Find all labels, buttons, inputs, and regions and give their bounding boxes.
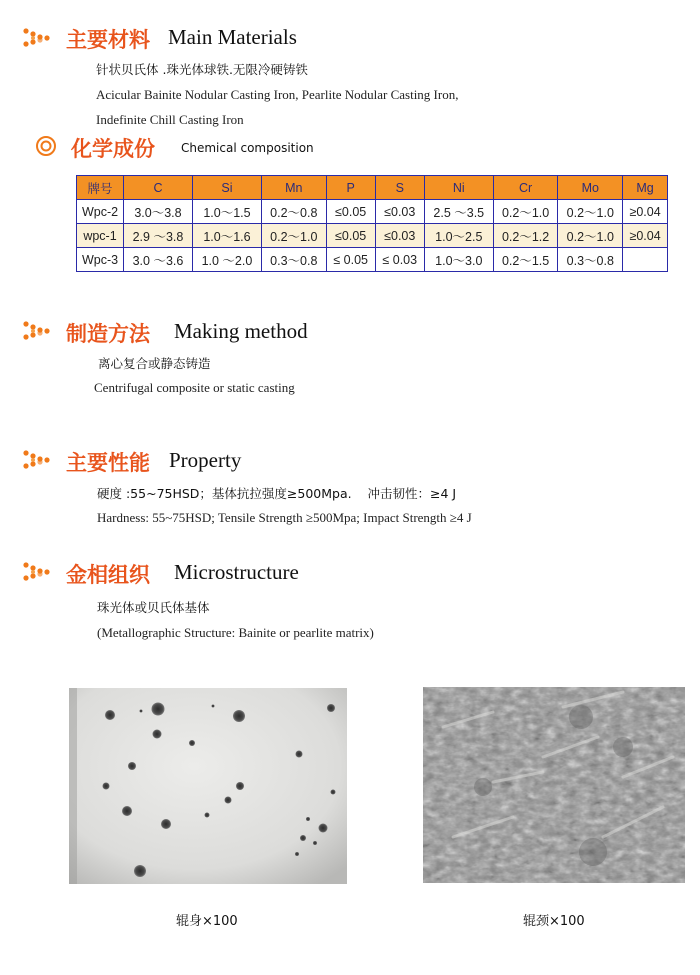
table-cell: 1.0～1.6 bbox=[192, 224, 261, 248]
orange-dots-icon bbox=[22, 320, 56, 342]
caption-roll-neck: 辊颈×100 bbox=[523, 914, 585, 929]
property-text-cn: 硬度 :55~75HSD；基体抗拉强度≥500Mpa. 冲击韧性：≥4 J bbox=[97, 486, 457, 501]
header-cell: Mn bbox=[261, 176, 326, 200]
table-cell: 0.2～1.5 bbox=[493, 248, 558, 272]
table-cell: 3.0 ～3.6 bbox=[124, 248, 193, 272]
table-row bbox=[77, 200, 668, 224]
roll-neck-micrograph bbox=[423, 687, 685, 883]
table-cell: 0.2～1.2 bbox=[493, 224, 558, 248]
double-circle-icon bbox=[34, 134, 58, 158]
table-cell: ≤0.03 bbox=[375, 224, 424, 248]
main-materials-text-en-2: Indefinite Chill Casting Iron bbox=[96, 112, 244, 127]
table-cell: 0.2～1.0 bbox=[558, 200, 623, 224]
table-cell: Wpc-2 bbox=[77, 200, 124, 224]
table-cell: 1.0～1.5 bbox=[192, 200, 261, 224]
roll-body-micrograph bbox=[69, 688, 347, 884]
chemical-title-en: Chemical composition bbox=[181, 141, 314, 155]
header-cell: C bbox=[124, 176, 193, 200]
table-cell: 0.3～0.8 bbox=[261, 248, 326, 272]
table-cell: ≤0.05 bbox=[326, 200, 375, 224]
orange-dots-icon bbox=[22, 449, 56, 471]
table-cell bbox=[623, 248, 668, 272]
table-cell: ≥0.04 bbox=[623, 200, 668, 224]
header-cell: 牌号 bbox=[77, 176, 124, 200]
header-cell: Mg bbox=[623, 176, 668, 200]
table-cell: 1.0～3.0 bbox=[424, 248, 493, 272]
table-cell: 2.5 ～3.5 bbox=[424, 200, 493, 224]
table-cell: 0.3～0.8 bbox=[558, 248, 623, 272]
making-text-en: Centrifugal composite or static casting bbox=[94, 380, 295, 395]
orange-dots-icon bbox=[22, 561, 56, 583]
chemical-title-cn: 化学成份 bbox=[71, 137, 155, 161]
table-cell: ≤0.05 bbox=[326, 224, 375, 248]
making-text-cn: 离心复合或静态铸造 bbox=[98, 356, 211, 371]
table-cell: ≤ 0.03 bbox=[375, 248, 424, 272]
table-cell: ≤0.03 bbox=[375, 200, 424, 224]
header-cell: S bbox=[375, 176, 424, 200]
table-cell: 3.0～3.8 bbox=[124, 200, 193, 224]
table-row bbox=[77, 224, 668, 248]
micro-text-cn: 珠光体或贝氏体基体 bbox=[97, 600, 210, 615]
main-materials-text-cn: 针状贝氏体 .珠光体球铁.无限冷硬铸铁 bbox=[96, 62, 308, 77]
table-cell: 1.0 ～2.0 bbox=[192, 248, 261, 272]
property-text-en: Hardness: 55~75HSD; Tensile Strength ≥500Mpa; Impact Strength ≥4 J bbox=[97, 510, 472, 525]
orange-dots-icon bbox=[22, 27, 56, 49]
header-cell: Mo bbox=[558, 176, 623, 200]
table-cell: 0.2～0.8 bbox=[261, 200, 326, 224]
table-cell: 1.0～2.5 bbox=[424, 224, 493, 248]
header-cell: Si bbox=[192, 176, 261, 200]
caption-roll-body: 辊身×100 bbox=[176, 914, 238, 929]
chemical-composition-table bbox=[76, 175, 668, 272]
main-materials-text-en-1: Acicular Bainite Nodular Casting Iron, Pearlite Nodular Casting Iron, bbox=[96, 87, 459, 102]
table-cell: ≤ 0.05 bbox=[326, 248, 375, 272]
table-cell: 0.2～1.0 bbox=[261, 224, 326, 248]
main-materials-title-cn: 主要材料 bbox=[66, 28, 150, 52]
table-cell: 0.2～1.0 bbox=[493, 200, 558, 224]
table-cell: ≥0.04 bbox=[623, 224, 668, 248]
micro-text-en: (Metallographic Structure: Bainite or pearlite matrix) bbox=[97, 625, 374, 640]
making-title-en: Making method bbox=[174, 319, 308, 343]
main-materials-title-en: Main Materials bbox=[168, 25, 297, 49]
header-cell: P bbox=[326, 176, 375, 200]
header-cell: Ni bbox=[424, 176, 493, 200]
table-cell: 2.9 ～3.8 bbox=[124, 224, 193, 248]
micro-title-en: Microstructure bbox=[174, 560, 299, 584]
property-title-cn: 主要性能 bbox=[66, 451, 150, 475]
micro-title-cn: 金相组织 bbox=[66, 563, 150, 587]
table-cell: Wpc-3 bbox=[77, 248, 124, 272]
making-title-cn: 制造方法 bbox=[66, 322, 150, 346]
table-header-row bbox=[77, 176, 668, 200]
table-cell: 0.2～1.0 bbox=[558, 224, 623, 248]
table-cell: wpc-1 bbox=[77, 224, 124, 248]
header-cell: Cr bbox=[493, 176, 558, 200]
property-title-en: Property bbox=[169, 448, 242, 472]
table-row bbox=[77, 248, 668, 272]
